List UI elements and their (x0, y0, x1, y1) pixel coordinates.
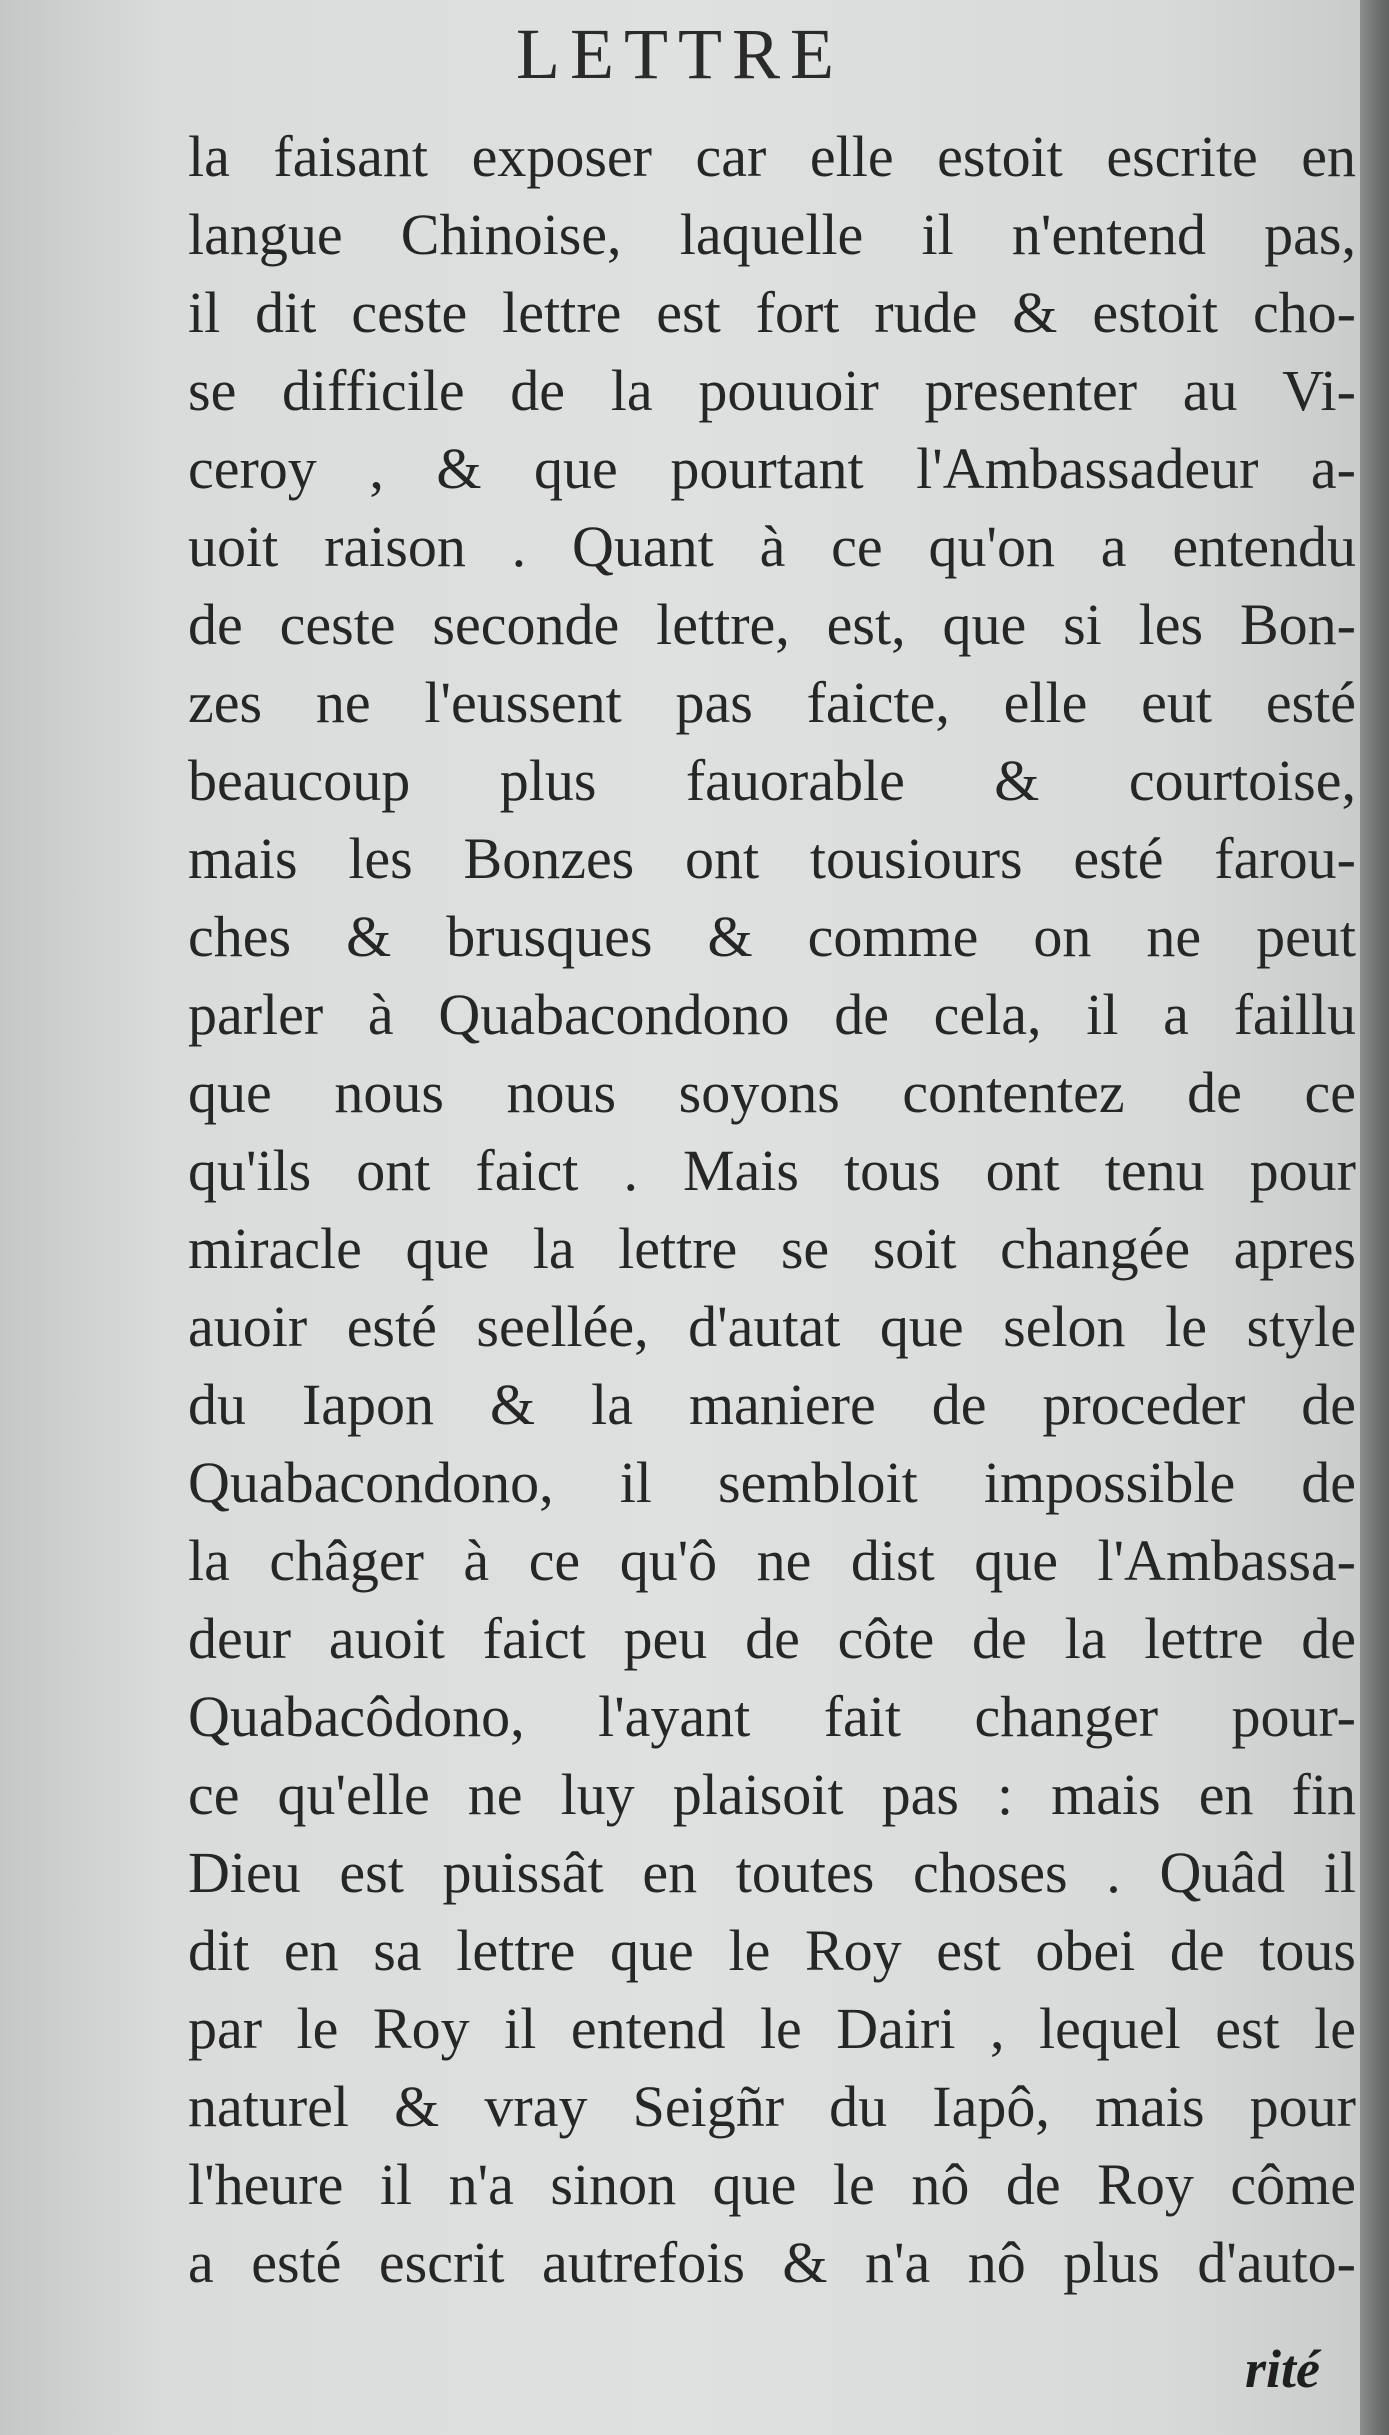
text-line: zes ne l'eussent pas faicte, elle eut esté (188, 670, 1356, 735)
text-line: Quabacondono, il sembloit impossible de (188, 1450, 1356, 1515)
text-line: la châger à ce qu'ô ne dist que l'Ambassa- (188, 1528, 1356, 1593)
text-line: mais les Bonzes ont tousiours esté farou- (188, 826, 1356, 891)
text-line: Dieu est puissât en toutes choses . Quâd il (188, 1840, 1356, 1905)
text-line: langue Chinoise, laquelle il n'entend pas, (188, 202, 1356, 267)
text-line: ce qu'elle ne luy plaisoit pas : mais en fin (188, 1762, 1356, 1827)
text-line: naturel & vray Seigñr du Iapô, mais pour (188, 2074, 1356, 2139)
text-line: la faisant exposer car elle estoit escrite en (188, 124, 1356, 189)
text-line: l'heure il n'a sinon que le nô de Roy côme (188, 2152, 1356, 2217)
text-line: uoit raison . Quant à ce qu'on a entendu (188, 514, 1356, 579)
text-line: parler à Quabacondono de cela, il a faillu (188, 982, 1356, 1047)
text-line: se difficile de la pouuoir presenter au Vi- (188, 358, 1356, 423)
text-line: a esté escrit autrefois & n'a nô plus d'auto- (188, 2230, 1356, 2295)
page-edge (1360, 0, 1389, 2435)
text-line: ceroy , & que pourtant l'Ambassadeur a- (188, 436, 1356, 501)
text-line: deur auoit faict peu de côte de la lettre de (188, 1606, 1356, 1671)
text-line: dit en sa lettre que le Roy est obei de tous (188, 1918, 1356, 1983)
text-line: de ceste seconde lettre, est, que si les Bon- (188, 592, 1356, 657)
catchword: rité (1245, 2339, 1320, 2399)
text-line: Quabacôdono, l'ayant fait changer pour- (188, 1684, 1356, 1749)
text-line: par le Roy il entend le Dairi , lequel est le (188, 1996, 1356, 2061)
text-line: que nous nous soyons contentez de ce (188, 1060, 1356, 1125)
running-head: LETTRE (516, 14, 844, 94)
body-text (188, 118, 1356, 2302)
text-line: auoir esté seellée, d'autat que selon le style (188, 1294, 1356, 1359)
text-line: qu'ils ont faict . Mais tous ont tenu pour (188, 1138, 1356, 1203)
text-line: du Iapon & la maniere de proceder de (188, 1372, 1356, 1437)
text-line: ches & brusques & comme on ne peut (188, 904, 1356, 969)
text-line: il dit ceste lettre est fort rude & estoit cho- (188, 280, 1356, 345)
text-line: beaucoup plus fauorable & courtoise, (188, 748, 1356, 813)
text-line: miracle que la lettre se soit changée apres (188, 1216, 1356, 1281)
